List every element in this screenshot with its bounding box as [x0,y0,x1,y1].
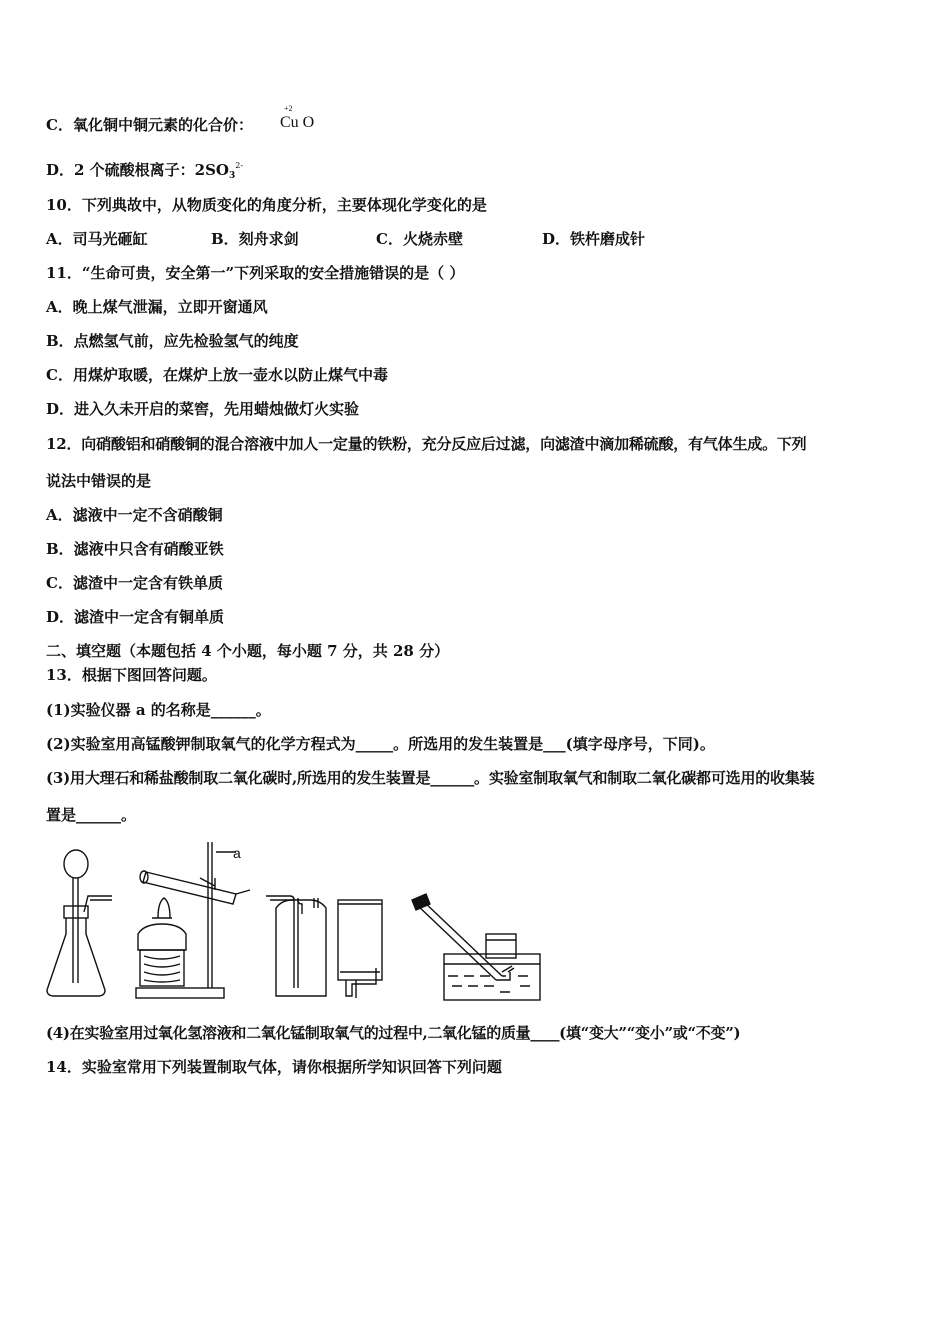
q10-option-c: C．火烧赤壁 [376,230,463,248]
q11-option-d: D．进入久未开启的菜窖，先用蜡烛做灯火实验 [46,400,360,418]
q12-option-d: D．滤渣中一定含有铜单质 [46,608,225,626]
q13-part3-line2: 置是______。 [46,806,137,824]
q9-option-c [46,115,253,135]
q9-option-c-text: C．氧化铜中铜元素的化合价： [46,116,253,134]
q11-stem: 11．“生命可贵，安全第一”下列采取的安全措施错误的是（ ） [46,264,465,282]
q13-part1: (1)实验仪器 a 的名称是______。 [46,701,271,719]
apparatus-a-conical-flask [47,850,112,996]
q9-option-d-sup: 2- [235,161,244,170]
q9-valence-label: +2 [284,104,293,113]
q14-stem: 14．实验室常用下列装置制取气体，请你根据所学知识回答下列问题 [46,1058,502,1076]
apparatus-e-water-trough [412,894,540,1000]
section2-title: 二、填空题（本题包括 4 个小题，每小题 7 分，共 28 分） [46,642,450,660]
q12-stem-line2: 说法中错误的是 [46,472,152,490]
q9-option-d [46,160,243,183]
q9-cuo-formula: Cu O [280,114,315,131]
q13-stem: 13．根据下图回答问题。 [46,666,217,684]
q12-stem-line1: 12．向硝酸铝和硝酸铜的混合溶液中加人一定量的铁粉，充分反应后过滤，向滤渣中滴加稀硫酸，有气体生成。下列 [46,435,807,453]
q13-part3-line1: (3)用大理石和稀盐酸制取二氧化碳时,所选用的发生装置是______。实验室制取氧气和制取二氧化碳都可选用的收集装 [46,769,815,787]
q10-option-a: A．司马光砸缸 [46,230,148,248]
q10-option-b: B．刻舟求剑 [211,230,299,248]
q13-part2: (2)实验室用高锰酸钾制取氧气的化学方程式为_____。所选用的发生装置是___(填字母序号，下同)。 [46,735,715,753]
q11-option-c: C．用煤炉取暖，在煤炉上放一壶水以防止煤气中毒 [46,366,388,384]
q9-option-d-text: D．2 个硫酸根离子：2SO [46,161,230,179]
apparatus-figure [40,838,560,1008]
apparatus-label-a: a [233,845,241,861]
apparatus-b-heating-setup [136,842,250,998]
q12-option-a: A．滤液中一定不含硝酸铜 [46,506,223,524]
q9-option-d-sub: 3 [229,171,236,181]
apparatus-c-collecting-bottle [266,896,326,996]
q10-option-d: D．铁杵磨成针 [542,230,646,248]
q12-option-c: C．滤渣中一定含有铁单质 [46,574,223,592]
q11-option-b: B．点燃氢气前，应先检验氢气的纯度 [46,332,299,350]
q13-part4: (4)在实验室用过氧化氢溶液和二氧化锰制取氧气的过程中,二氧化锰的质量____(填“变大”“变小”或“不变”) [46,1024,741,1042]
q10-stem: 10．下列典故中，从物质变化的角度分析，主要体现化学变化的是 [46,196,487,214]
q12-option-b: B．滤液中只含有硝酸亚铁 [46,540,224,558]
q11-option-a: A．晚上煤气泄漏，立即开窗通风 [46,298,268,316]
apparatus-d-upward-collection [338,900,382,998]
